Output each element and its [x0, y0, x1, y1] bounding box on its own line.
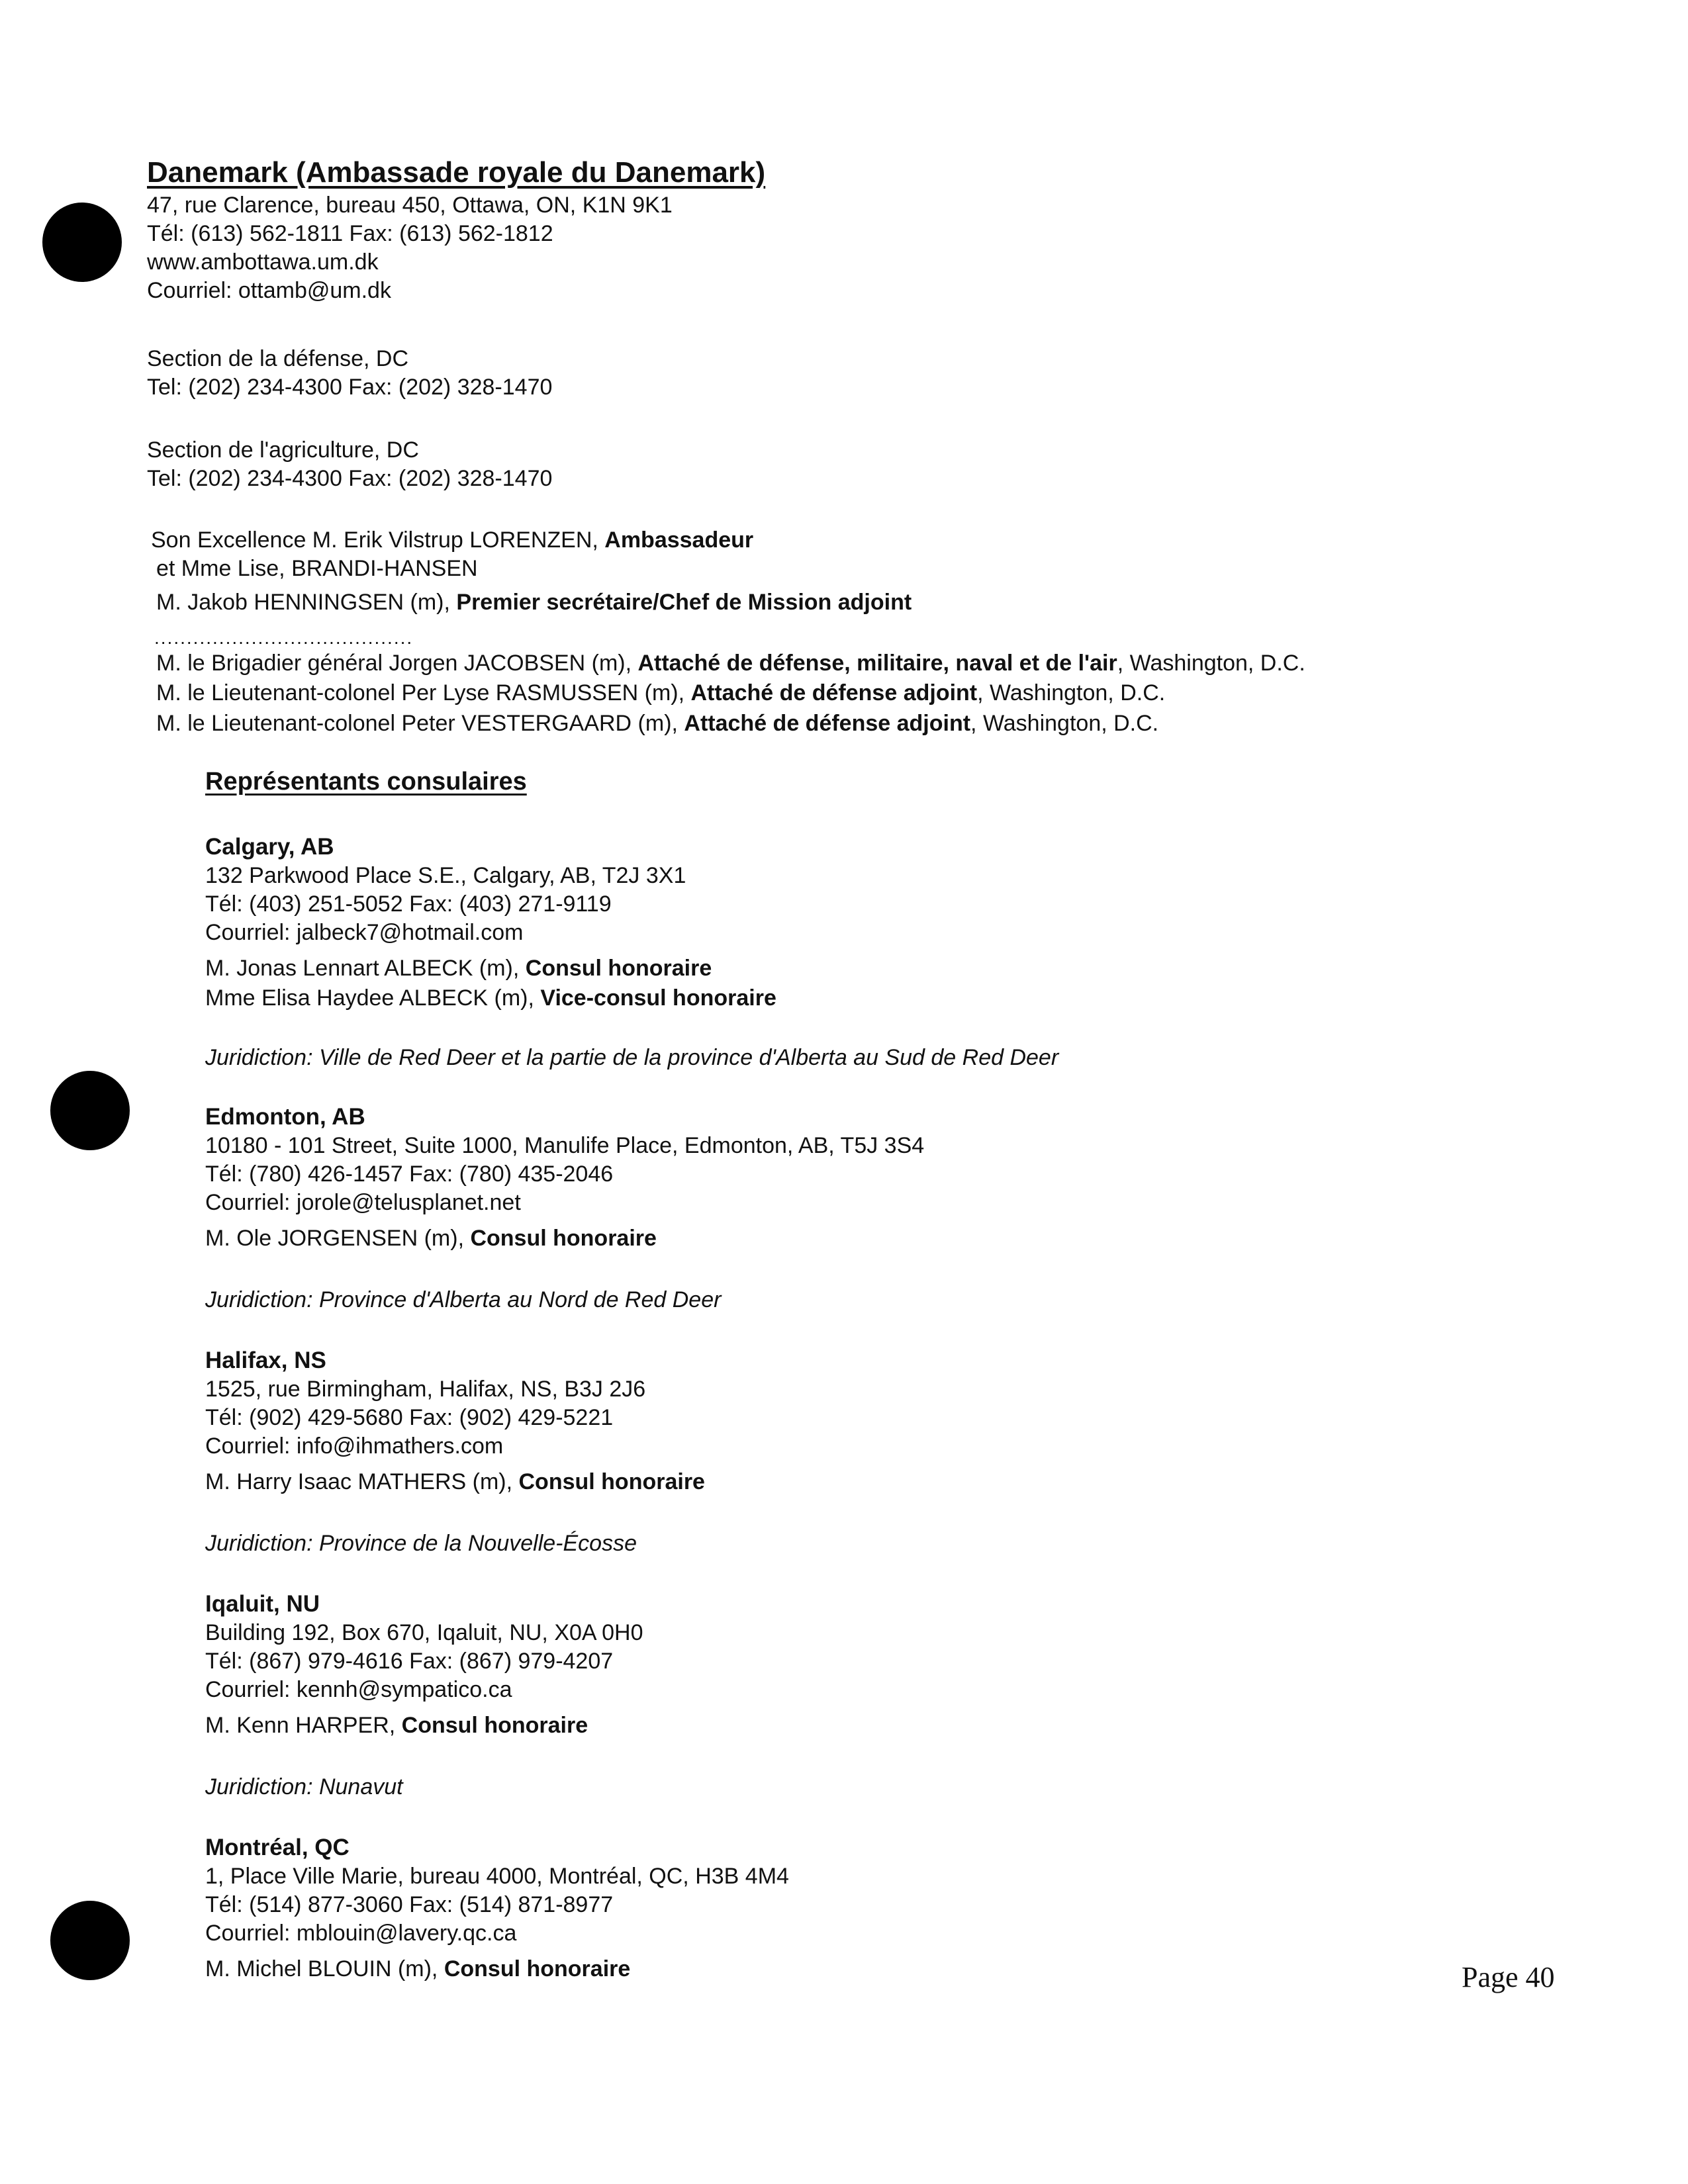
consulate-address: 132 Parkwood Place S.E., Calgary, AB, T2J 3X1 [205, 863, 686, 888]
consul-title: Consul honoraire [525, 956, 712, 981]
consul-entry [205, 1956, 630, 1982]
staff-name: Son Excellence M. Erik Vilstrup LORENZEN, [151, 527, 605, 553]
consulate-city: Edmonton, AB [205, 1104, 365, 1130]
staff-name: M. le Brigadier général Jorgen JACOBSEN (m), [156, 651, 638, 676]
staff-deputy-head [156, 589, 912, 615]
consul-title: Consul honoraire [470, 1226, 657, 1251]
staff-title: Attaché de défense adjoint [690, 680, 978, 705]
staff-location: , Washington, D.C. [1117, 651, 1305, 676]
consulate-jurisdiction: Juridiction: Ville de Red Deer et la partie de la province d'Alberta au Sud de Red Deer [205, 1045, 1059, 1070]
consulate-city: Halifax, NS [205, 1347, 326, 1373]
punch-hole-bottom [50, 1901, 130, 1980]
consul-name: Mme Elisa Haydee ALBECK (m), [205, 985, 541, 1011]
consul-name: M. Jonas Lennart ALBECK (m), [205, 956, 526, 981]
consulate-address: 1525, rue Birmingham, Halifax, NS, B3J 2J6 [205, 1377, 646, 1402]
consul-name: M. Kenn HARPER, [205, 1713, 402, 1738]
defense-section-phone: Tel: (202) 234-4300 Fax: (202) 328-1470 [147, 375, 553, 400]
punch-hole-top [42, 203, 122, 282]
staff-defense-attache [156, 650, 1305, 676]
consul-entry [205, 1712, 588, 1739]
consulate-jurisdiction: Juridiction: Province de la Nouvelle-Écosse [205, 1531, 637, 1556]
embassy-phone: Tél: (613) 562-1811 Fax: (613) 562-1812 [147, 221, 553, 246]
staff-deputy-attache-1 [156, 680, 1165, 706]
punch-hole-middle [50, 1071, 130, 1150]
page-number: Page 40 [1462, 1961, 1555, 1993]
consulate-email[interactable]: Courriel: info@ihmathers.com [205, 1433, 504, 1459]
consul-entry [205, 1225, 657, 1251]
consulate-phone: Tél: (867) 979-4616 Fax: (867) 979-4207 [205, 1649, 614, 1674]
consulate-address: Building 192, Box 670, Iqaluit, NU, X0A 0H0 [205, 1620, 643, 1645]
separator-dots: ........................................ [154, 627, 414, 648]
consulate-phone: Tél: (780) 426-1457 Fax: (780) 435-2046 [205, 1161, 614, 1187]
staff-title: Attaché de défense, militaire, naval et de l'air [637, 651, 1117, 676]
staff-name: M. le Lieutenant-colonel Peter VESTERGAARD (m), [156, 711, 684, 736]
staff-deputy-attache-2 [156, 710, 1158, 737]
consulate-phone: Tél: (902) 429-5680 Fax: (902) 429-5221 [205, 1405, 614, 1430]
agriculture-section-phone: Tel: (202) 234-4300 Fax: (202) 328-1470 [147, 466, 553, 491]
defense-section-name: Section de la défense, DC [147, 346, 409, 371]
staff-name: M. le Lieutenant-colonel Per Lyse RASMUSSEN (m), [156, 680, 691, 705]
embassy-title: Danemark (Ambassade royale du Danemark) [147, 156, 766, 189]
staff-ambassador [151, 527, 753, 553]
staff-name: M. Jakob HENNINGSEN (m), [156, 590, 457, 615]
consul-title: Consul honoraire [401, 1713, 588, 1738]
consul-entry [205, 1469, 705, 1495]
consulate-email[interactable]: Courriel: jalbeck7@hotmail.com [205, 920, 524, 945]
staff-spouse [156, 555, 478, 582]
consulate-address: 1, Place Ville Marie, bureau 4000, Montréal, QC, H3B 4M4 [205, 1864, 789, 1889]
consul-name: M. Harry Isaac MATHERS (m), [205, 1469, 519, 1494]
agriculture-section-name: Section de l'agriculture, DC [147, 437, 419, 463]
consulate-jurisdiction: Juridiction: Province d'Alberta au Nord de Red Deer [205, 1287, 722, 1312]
consular-heading: Représentants consulaires [205, 768, 527, 796]
staff-location: , Washington, D.C. [977, 680, 1166, 705]
staff-title: Attaché de défense adjoint [684, 711, 971, 736]
consulate-phone: Tél: (403) 251-5052 Fax: (403) 271-9119 [205, 891, 612, 917]
staff-title: Premier secrétaire/Chef de Mission adjoint [456, 590, 912, 615]
embassy-website[interactable]: www.ambottawa.um.dk [147, 250, 379, 275]
staff-title: Ambassadeur [604, 527, 754, 553]
consul-title: Vice-consul honoraire [540, 985, 776, 1011]
consul-entry [205, 955, 712, 981]
consulate-email[interactable]: Courriel: jorole@telusplanet.net [205, 1190, 521, 1215]
consul-entry [205, 985, 776, 1011]
consul-title: Consul honoraire [444, 1956, 631, 1981]
consul-name: M. Michel BLOUIN (m), [205, 1956, 444, 1981]
consulate-email[interactable]: Courriel: mblouin@lavery.qc.ca [205, 1921, 517, 1946]
consulate-email[interactable]: Courriel: kennh@sympatico.ca [205, 1677, 512, 1702]
consul-title: Consul honoraire [518, 1469, 705, 1494]
consulate-phone: Tél: (514) 877-3060 Fax: (514) 871-8977 [205, 1892, 614, 1917]
consulate-address: 10180 - 101 Street, Suite 1000, Manulife Place, Edmonton, AB, T5J 3S4 [205, 1133, 925, 1158]
staff-location: , Washington, D.C. [970, 711, 1159, 736]
embassy-address: 47, rue Clarence, bureau 450, Ottawa, ON, K1N 9K1 [147, 193, 673, 218]
consulate-jurisdiction: Juridiction: Nunavut [205, 1774, 403, 1799]
consulate-city: Iqaluit, NU [205, 1591, 320, 1617]
consulate-city: Calgary, AB [205, 834, 334, 860]
staff-name: et Mme Lise, BRANDI-HANSEN [156, 556, 478, 581]
embassy-email[interactable]: Courriel: ottamb@um.dk [147, 278, 391, 303]
consul-name: M. Ole JORGENSEN (m), [205, 1226, 471, 1251]
consulate-city: Montréal, QC [205, 1835, 350, 1860]
